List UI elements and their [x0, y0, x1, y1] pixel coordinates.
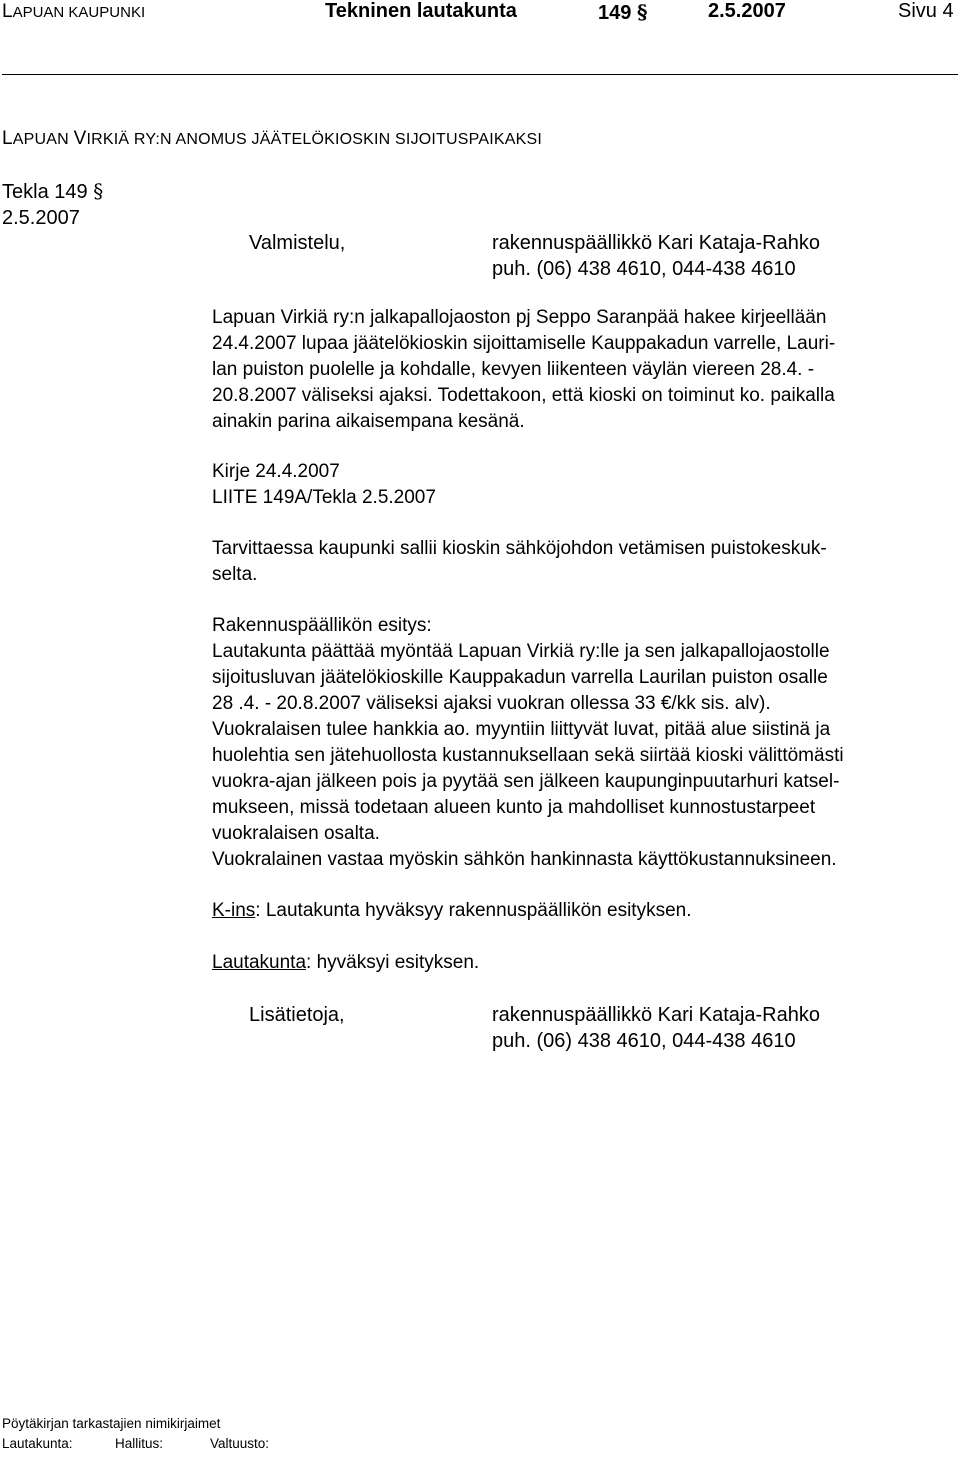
proposal-line: 28 .4. - 20.8.2007 väliseksi ajaksi vuokran ollessa 33 €/kk sis. alv). — [212, 693, 771, 714]
background-line: ainakin parina aikaisempana kesänä. — [212, 411, 525, 432]
further-info-label: Lisätietoja, — [249, 1004, 345, 1026]
title-cap-2: V — [73, 128, 87, 149]
proposal-line: Lautakunta päättää myöntää Lapuan Virkiä ry:lle ja sen jalkapallojaostolle — [212, 641, 830, 662]
tekla-label — [2, 178, 103, 205]
background-line: 20.8.2007 väliseksi ajaksi. Todettakoon, että kioski on toiminut ko. paikalla — [212, 385, 835, 406]
further-info-person: rakennuspäällikkö Kari Kataja-Rahko — [492, 1004, 820, 1026]
section-sign-icon: § — [93, 179, 104, 203]
header-section-value: 149 — [598, 2, 632, 24]
header-date: 2.5.2007 — [708, 0, 786, 22]
attachment-letter: Kirje 24.4.2007 — [212, 461, 340, 482]
further-info-phone: puh. (06) 438 4610, 044-438 4610 — [492, 1030, 796, 1052]
kins-label: K-ins — [212, 900, 256, 921]
page-header — [0, 0, 960, 26]
footer-lautakunta: Lautakunta: — [2, 1436, 73, 1451]
proposal-line: vuokralaisen osalta. — [212, 823, 380, 844]
footer-valtuusto: Valtuusto: — [210, 1436, 270, 1451]
background-line: Lapuan Virkiä ry:n jalkapallojaoston pj Seppo Saranpää hakee kirjeellään — [212, 307, 827, 328]
header-board: Tekninen lautakunta — [325, 0, 517, 22]
proposal-line: sijoitusluvan jäätelökioskille Kauppakadun varrella Laurilan puiston osalle — [212, 667, 828, 688]
kins-line — [212, 900, 692, 922]
decision-line — [212, 952, 479, 974]
preparation-person: rakennuspäällikkö Kari Kataja-Rahko — [492, 232, 820, 254]
electricity-line: selta. — [212, 564, 258, 585]
header-section-number — [598, 0, 647, 25]
footer-hallitus: Hallitus: — [115, 1436, 164, 1451]
tekla-label-text: Tekla 149 — [2, 181, 88, 203]
title-word-1: APUAN — [12, 131, 69, 148]
footer-signatures: Pöytäkirjan tarkastajien nimikirjaimet — [2, 1416, 221, 1431]
tekla-date: 2.5.2007 — [2, 207, 80, 229]
preparation-phone: puh. (06) 438 4610, 044-438 4610 — [492, 258, 796, 280]
proposal-line: mukseen, missä todetaan alueen kunto ja mahdolliset kunnostustarpeet — [212, 797, 816, 818]
preparation-label: Valmistelu, — [249, 232, 346, 254]
proposal-line: Vuokralaisen tulee hankkia ao. myyntiin liittyvät luvat, pitää alue siistinä ja — [212, 719, 831, 740]
proposal-line: vuokra-ajan jälkeen pois ja pyytää sen jälkeen kaupunginpuutarhuri katsel- — [212, 771, 840, 792]
decision-label: Lautakunta — [212, 952, 307, 973]
proposal-line: Vuokralainen vastaa myöskin sähkön hankinnasta käyttökustannuksineen. — [212, 849, 837, 870]
header-org-rest: APUAN KAUPUNKI — [12, 4, 146, 21]
section-sign-icon: § — [636, 0, 648, 24]
proposal-line: huolehtia sen jätehuollosta kustannuksellaan sekä siirtää kioski välittömästi — [212, 745, 844, 766]
document-title — [2, 128, 542, 150]
header-divider — [2, 74, 958, 75]
header-organization — [2, 0, 145, 23]
electricity-line: Tarvittaessa kaupunki sallii kioskin sähköjohdon vetämisen puistokeskuk- — [212, 538, 827, 559]
header-org-initial: L — [2, 1, 13, 22]
background-line: lan puiston puolelle ja kohdalle, kevyen liikenteen väylän viereen 28.4. - — [212, 359, 815, 380]
title-cap-1: L — [2, 128, 13, 149]
attachment-appendix: LIITE 149A/Tekla 2.5.2007 — [212, 487, 436, 508]
background-line: 24.4.2007 lupaa jäätelökioskin sijoittamiselle Kauppakadun varrelle, Lauri- — [212, 333, 836, 354]
header-page: Sivu 4 — [898, 0, 954, 22]
title-rest: :N ANOMUS JÄÄTELÖKIOSKIN SIJOITUSPAIKAKSI — [155, 131, 542, 148]
kins-text: : Lautakunta hyväksyy rakennuspäällikön esityksen. — [255, 900, 692, 921]
decision-text: : hyväksyi esityksen. — [306, 952, 480, 973]
title-word-2: IRKIÄ RY — [86, 131, 156, 148]
proposal-heading: Rakennuspäällikön esitys: — [212, 615, 432, 636]
